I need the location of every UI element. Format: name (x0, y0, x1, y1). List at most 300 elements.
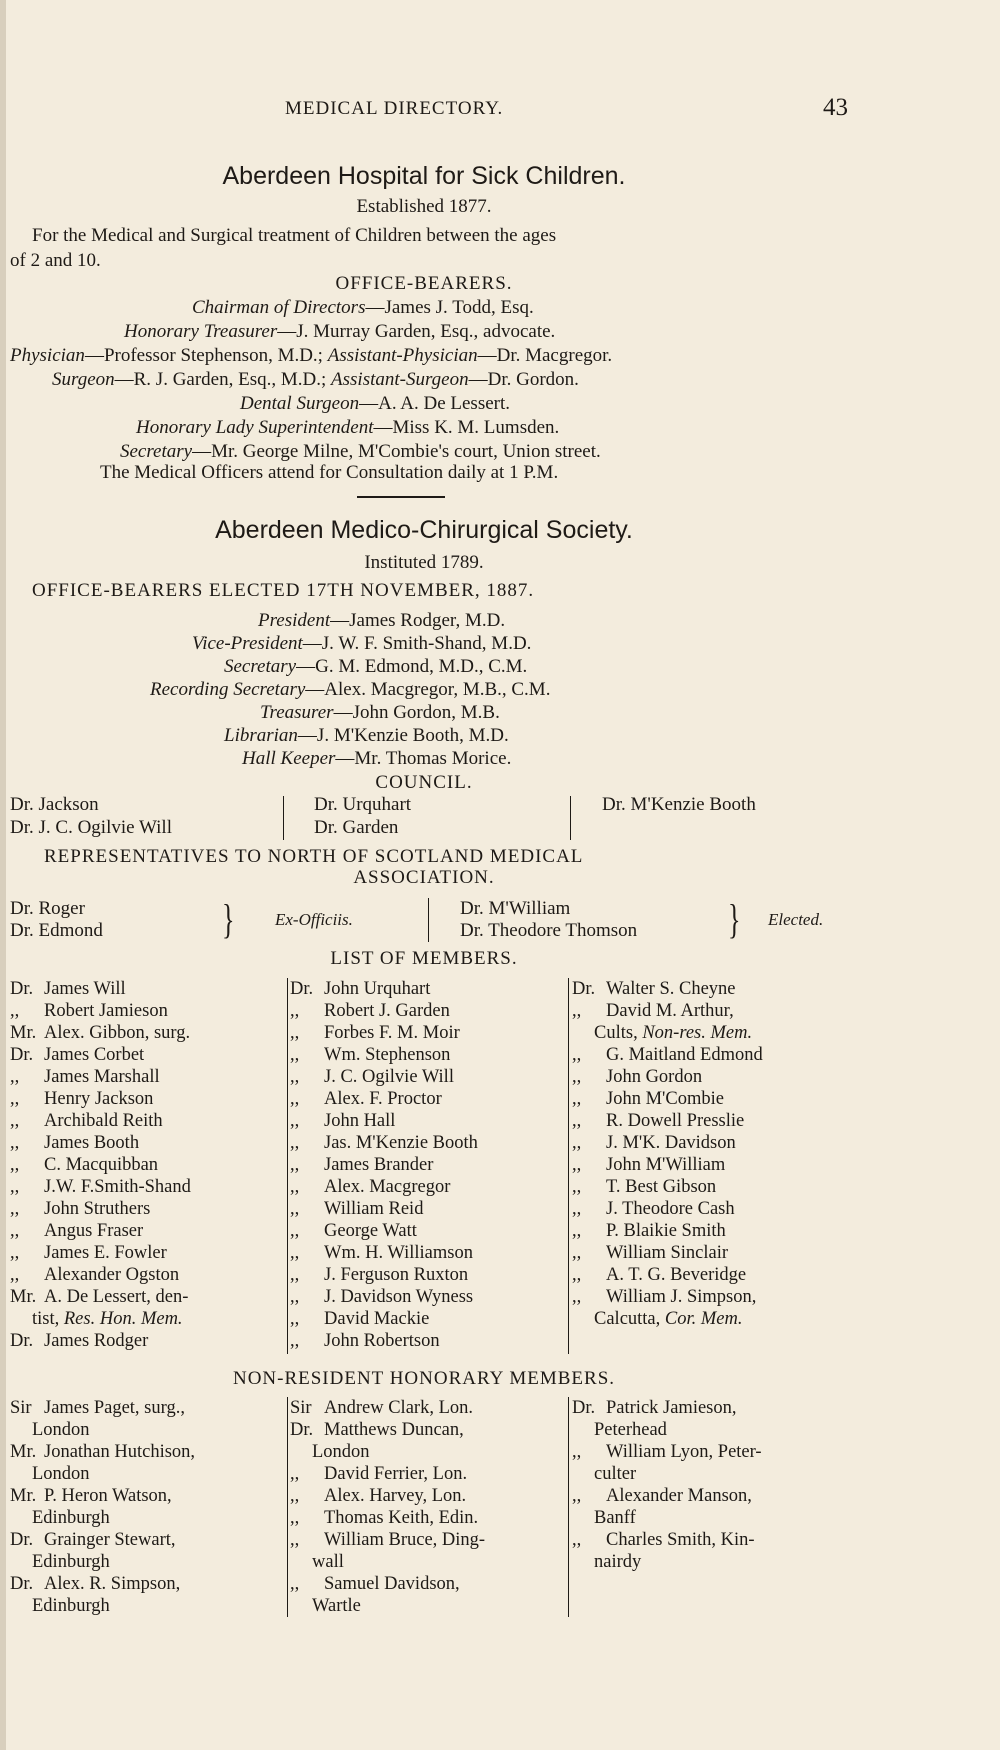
name-prefix: Sir (10, 1398, 32, 1418)
list-item (572, 1220, 847, 1242)
name-prefix: Dr. (290, 1420, 314, 1440)
list-item (290, 1264, 570, 1286)
list-item (572, 1176, 847, 1198)
name-prefix: ,, (10, 1001, 20, 1021)
name-prefix: ,, (290, 1177, 300, 1197)
role-value: —Alex. Macgregor, M.B., C.M. (305, 679, 551, 700)
name-prefix: ,, (572, 1287, 582, 1307)
list-item (290, 1022, 570, 1044)
member-name: James Paget, surg., (44, 1398, 185, 1418)
role-label: President (258, 610, 331, 631)
hospital-purpose-line2: of 2 and 10. (10, 250, 101, 271)
member-name: Edinburgh (32, 1508, 110, 1528)
member-name: Jonathan Hutchison, (44, 1442, 196, 1462)
representatives-heading-cont: ASSOCIATION. (353, 867, 495, 888)
council-member: Dr. M'Kenzie Booth (602, 794, 756, 815)
list-item (290, 1551, 570, 1573)
list-item (572, 1088, 847, 1110)
name-prefix: ,, (10, 1155, 20, 1175)
name-prefix: ,, (290, 1508, 300, 1528)
member-name: Walter S. Cheyne (606, 979, 736, 999)
name-prefix: ,, (572, 1243, 582, 1263)
column-rule (568, 1397, 569, 1617)
member-name: Wm. H. Williamson (324, 1243, 473, 1263)
member-name: John Urquhart (324, 979, 431, 999)
name-prefix: ,, (572, 1199, 582, 1219)
member-name: Andrew Clark, Lon. (324, 1398, 473, 1418)
role-value: —Dr. Macgregor. (477, 345, 613, 366)
list-item (290, 1132, 570, 1154)
list-item (572, 1132, 847, 1154)
list-item (10, 1154, 285, 1176)
member-name: Robert J. Garden (324, 1001, 450, 1021)
member-name: Alexander Ogston (44, 1265, 180, 1285)
members-column-2 (290, 978, 570, 1352)
name-prefix: Sir (290, 1398, 312, 1418)
list-item (572, 1154, 847, 1176)
column-rule (283, 796, 284, 840)
list-item (572, 1308, 847, 1330)
list-item (10, 1551, 285, 1573)
list-item (290, 1507, 570, 1529)
name-prefix: ,, (572, 1045, 582, 1065)
name-prefix: ,, (290, 1464, 300, 1484)
list-item (10, 1264, 285, 1286)
member-name: Alex. Macgregor (324, 1177, 451, 1197)
member-name: J. Ferguson Ruxton (324, 1265, 469, 1285)
list-item (290, 1154, 570, 1176)
representative-ex-officio: Dr. Edmond (10, 920, 103, 941)
member-name: culter (594, 1464, 637, 1484)
member-name: P. Heron Watson, (44, 1486, 172, 1506)
member-name: Alex. Gibbon, surg. (44, 1023, 191, 1043)
list-item (10, 1088, 285, 1110)
role-label: Dental Surgeon (240, 393, 360, 414)
name-prefix: ,, (572, 1442, 582, 1462)
elected-label: Elected. (768, 910, 824, 929)
member-name: John M'Combie (606, 1089, 724, 1109)
list-item (572, 1066, 847, 1088)
member-name: James Corbet (44, 1045, 145, 1065)
name-prefix: ,, (290, 1309, 300, 1329)
name-prefix: ,, (290, 1111, 300, 1131)
member-name: David Ferrier, Lon. (324, 1464, 468, 1484)
society-office-bearers-heading: OFFICE-BEARERS ELECTED 17TH NOVEMBER, 1887. (32, 580, 535, 601)
society-instituted: Instituted 1789. (364, 552, 484, 573)
member-name: J. Davidson Wyness (324, 1287, 474, 1307)
role-label: Surgeon (52, 369, 115, 390)
membership-note: Res. Hon. Mem. (63, 1309, 183, 1329)
society-secretary-line (224, 656, 527, 678)
name-prefix: ,, (290, 1486, 300, 1506)
member-name: Charles Smith, Kin- (606, 1530, 755, 1550)
role-value: —A. A. De Lessert. (359, 393, 511, 414)
member-name: Banff (594, 1508, 636, 1528)
council-member: Dr. J. C. Ogilvie Will (10, 817, 172, 838)
nonresident-heading: NON-RESIDENT HONORARY MEMBERS. (232, 1368, 616, 1389)
role-label: Vice-President (192, 633, 303, 654)
list-item (290, 1286, 570, 1308)
role-label: Secretary (120, 441, 193, 462)
name-prefix: Dr. (10, 979, 34, 999)
role-value: —James Rodger, M.D. (330, 610, 506, 631)
list-item (10, 1308, 285, 1330)
council-member: Dr. Urquhart (314, 794, 412, 815)
list-item (290, 1198, 570, 1220)
nonresident-column-3 (572, 1397, 847, 1573)
membership-note: Non-res. Mem. (642, 1023, 753, 1043)
member-name: Alexander Manson, (606, 1486, 752, 1506)
name-prefix: ,, (290, 1133, 300, 1153)
member-name: Archibald Reith (44, 1111, 163, 1131)
list-item (290, 1463, 570, 1485)
member-name: John Hall (324, 1111, 396, 1131)
member-name: tist, (32, 1309, 64, 1329)
list-item (290, 1595, 570, 1617)
name-prefix: ,, (572, 1133, 582, 1153)
column-rule (570, 796, 571, 840)
role-value: —James J. Todd, Esq. (365, 297, 534, 318)
name-prefix: ,, (572, 1111, 582, 1131)
name-prefix: ,, (572, 1221, 582, 1241)
member-name: Grainger Stewart, (44, 1530, 176, 1550)
list-item (572, 978, 847, 1000)
hospital-chairman-line (192, 297, 534, 319)
members-heading: LIST OF MEMBERS. (330, 948, 518, 969)
name-prefix: ,, (10, 1133, 20, 1153)
list-item (10, 1573, 285, 1595)
name-prefix: ,, (572, 1001, 582, 1021)
member-name: Wm. Stephenson (324, 1045, 451, 1065)
list-item (572, 1419, 847, 1441)
column-rule (428, 898, 429, 942)
member-name: T. Best Gibson (606, 1177, 717, 1197)
role-value: —G. M. Edmond, M.D., C.M. (296, 656, 528, 677)
name-prefix: ,, (290, 1243, 300, 1263)
member-name: David Mackie (324, 1309, 430, 1329)
list-item (10, 1000, 285, 1022)
member-name: J. Theodore Cash (606, 1199, 735, 1219)
list-item (290, 1066, 570, 1088)
society-vice-president-line (192, 633, 531, 655)
role-value: —J. Murray Garden, Esq., advocate. (277, 321, 556, 342)
member-name: David M. Arthur, (606, 1001, 734, 1021)
list-item (572, 1485, 847, 1507)
member-name: C. Macquibban (44, 1155, 159, 1175)
member-name: John Robertson (324, 1331, 440, 1351)
list-item (10, 1022, 285, 1044)
hospital-consultation-note: The Medical Officers attend for Consultation daily at 1 P.M. (100, 462, 559, 483)
name-prefix: Dr. (10, 1331, 34, 1351)
member-name: London (312, 1442, 370, 1462)
role-value: —Professor Stephenson, M.D.; (84, 345, 328, 366)
hospital-lady-superintendent-line (136, 417, 559, 439)
page-header (0, 94, 1000, 128)
name-prefix: ,, (290, 1574, 300, 1594)
member-name: Thomas Keith, Edin. (324, 1508, 479, 1528)
role-label: Treasurer (260, 702, 334, 723)
column-rule (568, 978, 569, 1354)
list-item (572, 1507, 847, 1529)
member-name: James Brander (324, 1155, 434, 1175)
list-item (572, 1242, 847, 1264)
role-value: —J. M'Kenzie Booth, M.D. (297, 725, 509, 746)
role-label: Chairman of Directors (192, 297, 366, 318)
role-label: Honorary Treasurer (124, 321, 278, 342)
list-item (10, 1286, 285, 1308)
list-item (290, 1242, 570, 1264)
list-item (10, 1330, 285, 1352)
member-name: Peterhead (594, 1420, 667, 1440)
name-prefix: ,, (290, 1530, 300, 1550)
member-name: John M'William (606, 1155, 726, 1175)
name-prefix: ,, (290, 1001, 300, 1021)
member-name: nairdy (594, 1552, 642, 1572)
name-prefix: ,, (572, 1155, 582, 1175)
council-member: Dr. Jackson (10, 794, 99, 815)
council-member: Dr. Garden (314, 817, 399, 838)
name-prefix: ,, (290, 1265, 300, 1285)
member-name: J. C. Ogilvie Will (324, 1067, 454, 1087)
name-prefix: Mr. (10, 1287, 37, 1307)
society-treasurer-line (260, 702, 500, 724)
role-label: Hall Keeper (242, 748, 336, 769)
list-item (572, 1198, 847, 1220)
list-item (290, 1441, 570, 1463)
list-item (572, 1441, 847, 1463)
list-item (290, 1529, 570, 1551)
name-prefix: ,, (290, 1331, 300, 1351)
name-prefix: Mr. (10, 1023, 37, 1043)
member-name: James Will (44, 979, 126, 999)
list-item (290, 1220, 570, 1242)
member-name: William Lyon, Peter- (606, 1442, 762, 1462)
member-name: A. De Lessert, den- (44, 1287, 189, 1307)
name-prefix: ,, (290, 1045, 300, 1065)
member-name: James Rodger (44, 1331, 149, 1351)
role-label: Assistant-Surgeon (331, 369, 469, 390)
member-name: Calcutta, (594, 1309, 665, 1329)
member-name: R. Dowell Presslie (606, 1111, 745, 1131)
hospital-treasurer-line (124, 321, 555, 343)
name-prefix: ,, (572, 1530, 582, 1550)
list-item (572, 1286, 847, 1308)
role-value: —John Gordon, M.B. (333, 702, 500, 723)
section-divider (357, 496, 445, 498)
hospital-physician-line (10, 345, 612, 367)
list-item (290, 1573, 570, 1595)
name-prefix: Dr. (10, 1574, 34, 1594)
member-name: Edinburgh (32, 1596, 110, 1616)
list-item (10, 1595, 285, 1617)
role-value: —J. W. F. Smith-Shand, M.D. (302, 633, 532, 654)
representatives-heading: REPRESENTATIVES TO NORTH OF SCOTLAND MEDICAL (44, 846, 584, 867)
page-number: 43 (823, 94, 848, 121)
list-item (10, 1397, 285, 1419)
council-heading: COUNCIL. (375, 772, 473, 793)
member-name: James Booth (44, 1133, 140, 1153)
brace: } (222, 896, 235, 943)
name-prefix: Mr. (10, 1442, 37, 1462)
list-item (10, 1463, 285, 1485)
name-prefix: Dr. (10, 1045, 34, 1065)
column-rule (287, 978, 288, 1354)
name-prefix: ,, (572, 1089, 582, 1109)
role-label: Librarian (224, 725, 298, 746)
hospital-purpose-line1: For the Medical and Surgical treatment of Children between the ages (32, 225, 557, 246)
list-item (290, 1419, 570, 1441)
role-label: Secretary (224, 656, 297, 677)
member-name: Wartle (312, 1596, 361, 1616)
name-prefix: ,, (290, 1089, 300, 1109)
member-name: wall (312, 1552, 344, 1572)
member-name: London (32, 1420, 90, 1440)
list-item (290, 1176, 570, 1198)
list-item (290, 1000, 570, 1022)
member-name: William J. Simpson, (606, 1287, 757, 1307)
hospital-title: Aberdeen Hospital for Sick Children. (222, 162, 626, 190)
list-item (572, 1551, 847, 1573)
member-name: William Reid (324, 1199, 424, 1219)
role-value: —Dr. Gordon. (468, 369, 579, 390)
list-item (10, 1419, 285, 1441)
list-item (290, 1308, 570, 1330)
member-name: Patrick Jamieson, (606, 1398, 737, 1418)
list-item (290, 1044, 570, 1066)
member-name: Jas. M'Kenzie Booth (324, 1133, 478, 1153)
name-prefix: Dr. (10, 1530, 34, 1550)
list-item (10, 978, 285, 1000)
name-prefix: Dr. (572, 979, 596, 999)
ex-officiis-label: Ex-Officiis. (275, 910, 353, 929)
role-value: —Mr. George Milne, M'Combie's court, Union street. (192, 441, 601, 462)
member-name: William Sinclair (606, 1243, 729, 1263)
name-prefix: ,, (290, 1221, 300, 1241)
member-name: A. T. G. Beveridge (606, 1265, 747, 1285)
member-name: G. Maitland Edmond (606, 1045, 763, 1065)
list-item (10, 1529, 285, 1551)
name-prefix: ,, (290, 1155, 300, 1175)
hospital-surgeon-line (52, 369, 579, 391)
member-name: P. Blaikie Smith (606, 1221, 726, 1241)
membership-note: Cor. Mem. (664, 1309, 743, 1329)
member-name: John Gordon (606, 1067, 703, 1087)
member-name: Alex. R. Simpson, (44, 1574, 181, 1594)
name-prefix: ,, (290, 1199, 300, 1219)
member-name: William Bruce, Ding- (324, 1530, 486, 1550)
member-name: London (32, 1464, 90, 1484)
list-item (10, 1044, 285, 1066)
role-label: Honorary Lady Superintendent (136, 417, 374, 438)
name-prefix: Dr. (290, 979, 314, 999)
member-name: Edinburgh (32, 1552, 110, 1572)
member-name: Henry Jackson (44, 1089, 154, 1109)
name-prefix: Mr. (10, 1486, 37, 1506)
role-value: —Miss K. M. Lumsden. (373, 417, 560, 438)
list-item (10, 1110, 285, 1132)
list-item (572, 1264, 847, 1286)
name-prefix: ,, (10, 1067, 20, 1087)
list-item (10, 1220, 285, 1242)
list-item (10, 1132, 285, 1154)
name-prefix: ,, (10, 1243, 20, 1263)
name-prefix: Dr. (572, 1398, 596, 1418)
hospital-dental-line (240, 393, 510, 415)
list-item (10, 1441, 285, 1463)
society-hall-keeper-line (242, 748, 511, 770)
role-value: —Mr. Thomas Morice. (335, 748, 512, 769)
list-item (290, 1485, 570, 1507)
list-item (572, 1529, 847, 1551)
role-value: —R. J. Garden, Esq., M.D.; (114, 369, 332, 390)
list-item (290, 1088, 570, 1110)
name-prefix: ,, (572, 1067, 582, 1087)
list-item (10, 1507, 285, 1529)
member-name: Samuel Davidson, (324, 1574, 460, 1594)
member-name: Alex. Harvey, Lon. (324, 1486, 467, 1506)
name-prefix: ,, (572, 1486, 582, 1506)
name-prefix: ,, (10, 1111, 20, 1131)
list-item (572, 1022, 847, 1044)
nonresident-column-2 (290, 1397, 570, 1617)
name-prefix: ,, (10, 1177, 20, 1197)
list-item (572, 1110, 847, 1132)
member-name: Forbes F. M. Moir (324, 1023, 460, 1043)
list-item (290, 978, 570, 1000)
role-label: Assistant-Physician (327, 345, 478, 366)
list-item (572, 1463, 847, 1485)
member-name: George Watt (324, 1221, 417, 1241)
list-item (572, 1000, 847, 1022)
running-head: MEDICAL DIRECTORY. (285, 98, 504, 119)
member-name: John Struthers (44, 1199, 151, 1219)
member-name: Cults, (594, 1023, 643, 1043)
list-item (290, 1330, 570, 1352)
representative-ex-officio: Dr. Roger (10, 898, 85, 919)
name-prefix: ,, (290, 1287, 300, 1307)
member-name: James Marshall (44, 1067, 160, 1087)
list-item (10, 1242, 285, 1264)
list-item (290, 1110, 570, 1132)
list-item (572, 1044, 847, 1066)
member-name: Matthews Duncan, (324, 1420, 464, 1440)
list-item (572, 1397, 847, 1419)
name-prefix: ,, (572, 1177, 582, 1197)
list-item (10, 1176, 285, 1198)
list-item (10, 1198, 285, 1220)
member-name: J.W. F.Smith-Shand (44, 1177, 191, 1197)
hospital-office-bearers-heading: OFFICE-BEARERS. (335, 273, 513, 294)
list-item (10, 1066, 285, 1088)
column-rule (287, 1397, 288, 1617)
name-prefix: ,, (290, 1023, 300, 1043)
name-prefix: ,, (10, 1221, 20, 1241)
members-column-3 (572, 978, 847, 1330)
representative-elected: Dr. M'William (460, 898, 571, 919)
nonresident-column-1 (10, 1397, 285, 1617)
member-name: Robert Jamieson (44, 1001, 168, 1021)
members-column-1 (10, 978, 285, 1352)
society-recording-secretary-line (150, 679, 550, 701)
society-president-line (258, 610, 505, 632)
name-prefix: ,, (290, 1067, 300, 1087)
member-name: Angus Fraser (44, 1221, 144, 1241)
society-title: Aberdeen Medico-Chirurgical Society. (215, 516, 633, 544)
representative-elected: Dr. Theodore Thomson (460, 920, 638, 941)
member-name: James E. Fowler (44, 1243, 167, 1263)
role-label: Physician (10, 345, 85, 366)
list-item (10, 1485, 285, 1507)
